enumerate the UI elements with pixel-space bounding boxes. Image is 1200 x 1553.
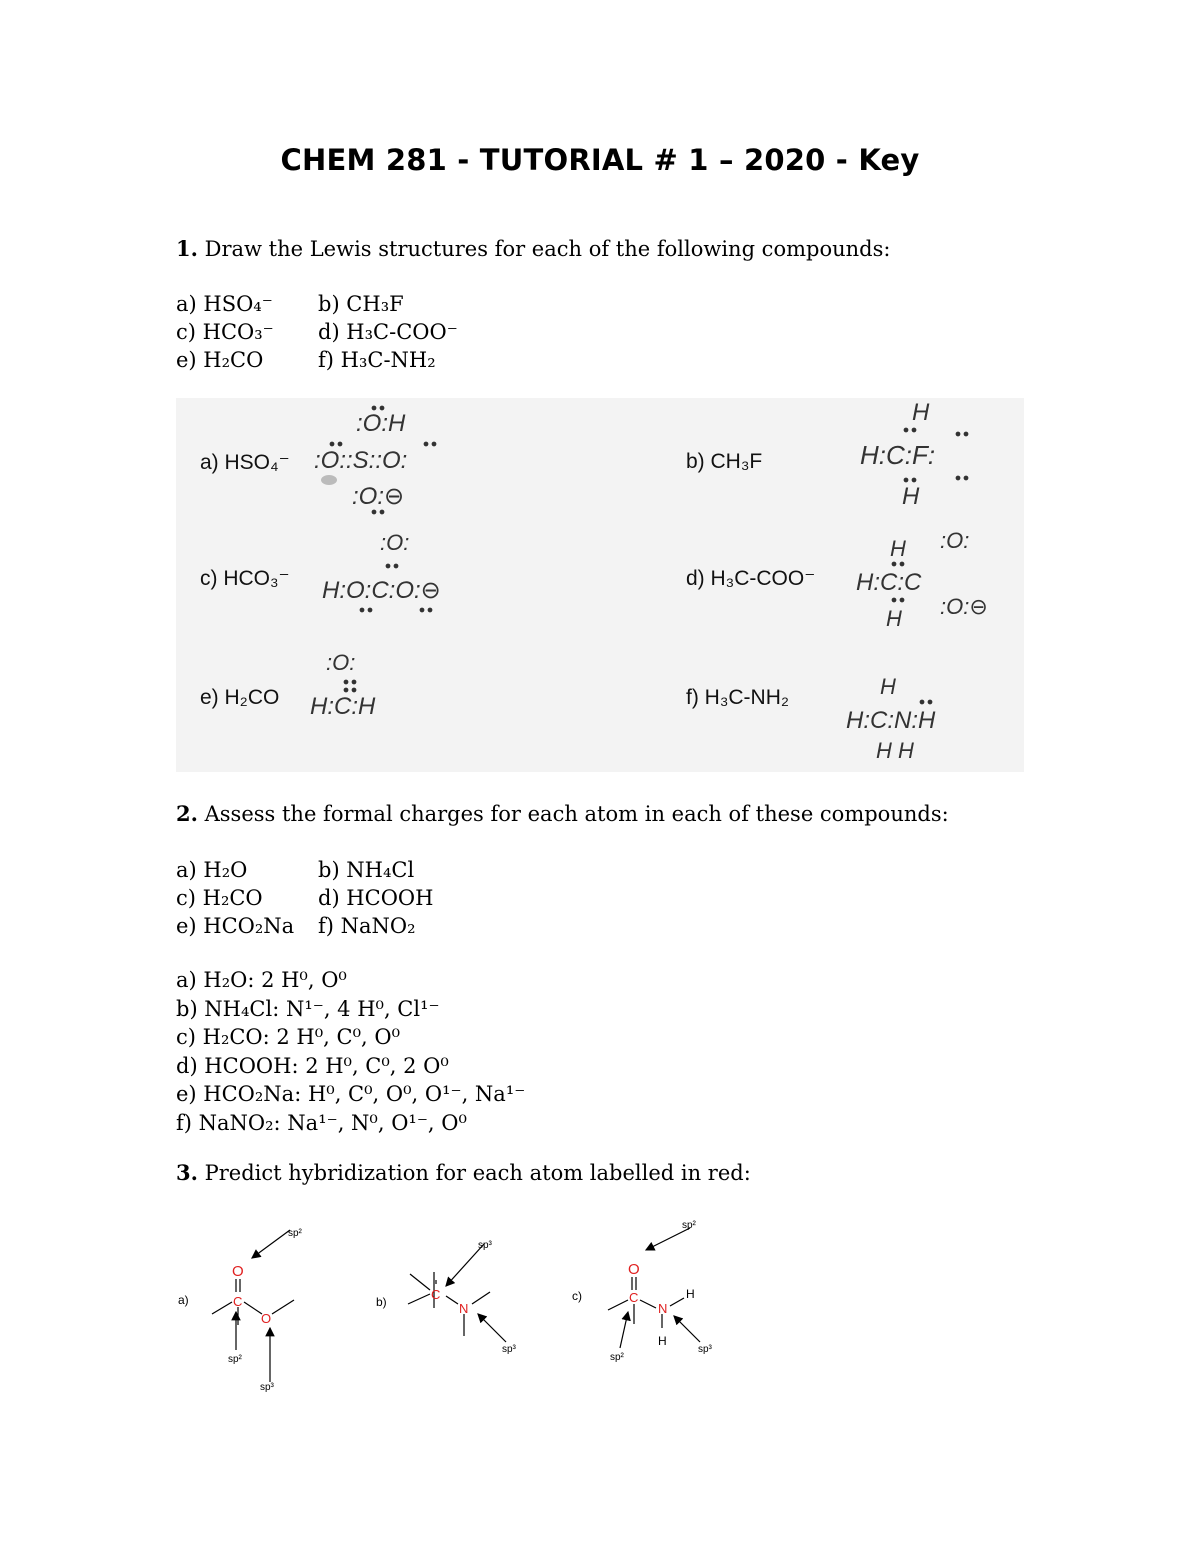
lewis-ch3f — [860, 399, 968, 510]
atom-o-a: O — [232, 1263, 244, 1280]
svg-text::O:: :O: — [940, 528, 970, 553]
list-item: f) NaNO₂ — [318, 914, 416, 938]
atom-h-c1: H — [686, 1287, 695, 1301]
lewis-hco3 — [322, 530, 441, 612]
answer-line: f) NaNO₂: Na¹⁻, N⁰, O¹⁻, O⁰ — [176, 1110, 467, 1135]
lewis-ch3coo — [856, 528, 988, 631]
lewis-h2co — [310, 650, 376, 720]
lewis-hso4 — [314, 407, 436, 514]
svg-text:H:C:C: H:C:C — [856, 569, 922, 596]
svg-text::O::S::O:: :O::S::O: — [314, 447, 408, 474]
panel-label-a: a) HSO₄⁻ — [200, 451, 290, 474]
atom-n-c: N — [658, 1301, 668, 1316]
page-title: CHEM 281 - TUTORIAL # 1 – 2020 - Key — [280, 143, 920, 177]
list-item: e) HCO₂Na — [176, 914, 295, 938]
question-1-number: 1. — [176, 236, 198, 261]
hybridization-structures — [160, 1210, 760, 1410]
question-1-text: Draw the Lewis structures for each of the following compounds: — [197, 237, 891, 261]
list-item: d) HCOOH — [318, 886, 434, 910]
atom-c-c: C — [629, 1290, 639, 1305]
svg-text:H:C:F:: H:C:F: — [860, 440, 936, 470]
question-3-number: 3. — [176, 1160, 198, 1185]
structure-label-a: a) — [178, 1293, 189, 1307]
question-2-answers — [176, 966, 525, 1137]
answer-line: b) NH₄Cl: N¹⁻, 4 H⁰, Cl¹⁻ — [176, 996, 440, 1021]
atom-n-b: N — [459, 1301, 469, 1316]
hyb-label: sp² — [682, 1220, 696, 1231]
svg-text::O:: :O: — [380, 530, 410, 555]
list-item: e) H₂CO — [176, 348, 264, 372]
structure-label-c: c) — [572, 1289, 582, 1303]
lewis-structures-image — [176, 398, 1024, 772]
hyb-label: sp³ — [478, 1240, 492, 1251]
svg-text:H: H — [902, 483, 920, 510]
question-3-text: Predict hybridization for each atom labelled in red: — [197, 1161, 751, 1185]
svg-text:H:C:N:H: H:C:N:H — [846, 707, 936, 734]
question-1-compound-list — [176, 290, 458, 374]
structure-a — [212, 1230, 294, 1382]
list-item: f) H₃C-NH₂ — [318, 348, 436, 372]
list-item: d) H₃C-COO⁻ — [318, 320, 458, 344]
panel-label-c: c) HCO₃⁻ — [200, 567, 290, 590]
svg-text:H: H — [880, 674, 896, 699]
list-item: a) H₂O — [176, 858, 248, 882]
question-1 — [176, 236, 890, 261]
atom-c-b: C — [431, 1287, 441, 1302]
list-item: b) CH₃F — [318, 292, 404, 316]
svg-text::O:⊖: :O:⊖ — [940, 594, 988, 619]
atom-c-a: C — [233, 1294, 243, 1309]
atom-o2-a: O — [261, 1311, 272, 1326]
answer-line: d) HCOOH: 2 H⁰, C⁰, 2 O⁰ — [176, 1053, 449, 1078]
lewis-drawings — [176, 398, 1024, 772]
svg-text:H: H — [886, 606, 902, 631]
svg-text::O:⊖: :O:⊖ — [352, 483, 405, 510]
atom-h-c2: H — [658, 1334, 667, 1348]
list-item: b) NH₄Cl — [318, 858, 415, 882]
question-2-compound-list — [176, 856, 433, 940]
panel-label-b: b) CH₃F — [686, 450, 763, 473]
list-item: c) H₂CO — [176, 886, 263, 910]
lewis-ch3nh2 — [846, 674, 936, 763]
atom-o-c: O — [628, 1261, 640, 1278]
list-item: a) HSO₄⁻ — [176, 292, 273, 316]
svg-text:H: H — [912, 399, 930, 426]
hyb-label: sp³ — [502, 1344, 516, 1355]
hyb-label: sp³ — [260, 1382, 274, 1393]
svg-text:H: H — [890, 536, 906, 561]
panel-label-d: d) H₃C-COO⁻ — [686, 567, 816, 590]
hyb-label: sp³ — [698, 1344, 712, 1355]
svg-text::O:: :O: — [326, 650, 356, 675]
structure-label-b: b) — [376, 1295, 387, 1309]
hyb-label: sp² — [610, 1352, 624, 1363]
panel-label-e: e) H₂CO — [200, 686, 280, 709]
question-2-text: Assess the formal charges for each atom in each of these compounds: — [197, 802, 949, 826]
question-2 — [176, 801, 949, 826]
list-item: c) HCO₃⁻ — [176, 320, 274, 344]
answer-line: c) H₂CO: 2 H⁰, C⁰, O⁰ — [176, 1025, 400, 1049]
svg-text:H H: H H — [876, 738, 914, 763]
question-2-number: 2. — [176, 801, 198, 826]
panel-label-f: f) H₃C-NH₂ — [686, 686, 790, 709]
question-3 — [176, 1160, 751, 1185]
hyb-label: sp² — [288, 1228, 302, 1239]
svg-text:H:O:C:O:⊖: H:O:C:O:⊖ — [322, 577, 441, 604]
answer-line: a) H₂O: 2 H⁰, O⁰ — [176, 968, 347, 992]
svg-text:H:C:H: H:C:H — [310, 693, 376, 720]
answer-line: e) HCO₂Na: H⁰, C⁰, O⁰, O¹⁻, Na¹⁻ — [176, 1082, 526, 1106]
hyb-label: sp² — [228, 1354, 242, 1365]
svg-text::O:H: :O:H — [356, 410, 406, 437]
structure-b — [408, 1244, 506, 1342]
